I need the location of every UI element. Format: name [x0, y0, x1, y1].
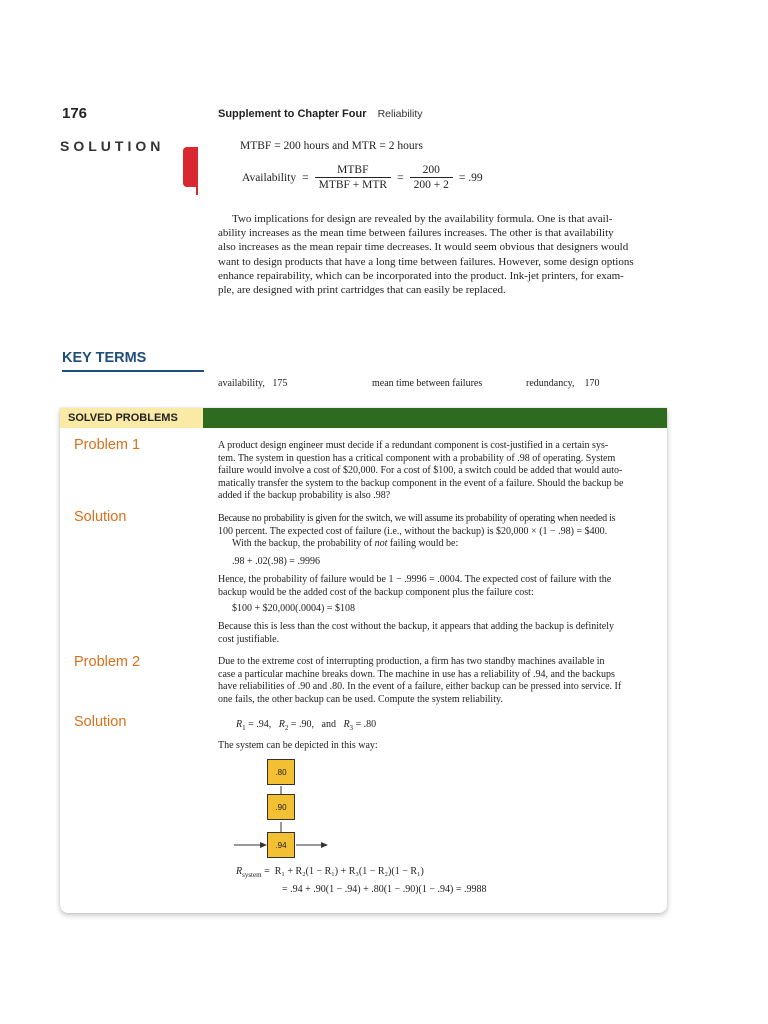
- text-line: failure would involve a cost of $20,000. For a cost of $100, a switch could be added that would auto-: [218, 465, 623, 477]
- r-value: = .94,: [245, 719, 279, 730]
- solved-problems-label: SOLVED PROBLEMS: [68, 412, 178, 424]
- r-subscript: 2: [284, 724, 289, 732]
- input-arrowhead: [260, 842, 267, 848]
- text-line: case a particular machine breaks down. The machine in use has a reliability of .94, and the backups: [218, 668, 615, 680]
- text-line: have reliabilities of .90 and .80. In the event of a failure, either backup can be pressed into service. If: [218, 681, 622, 693]
- fraction-denominator: MTBF + MTR: [318, 179, 388, 191]
- fraction-numerator: MTBF: [315, 164, 391, 178]
- solution-1-equation-1: .98 + .02(.98) = .9996: [232, 556, 320, 567]
- red-margin-tab: [183, 147, 197, 187]
- running-head: [218, 108, 423, 120]
- emphasis-not: not: [374, 538, 388, 550]
- text-fragment: With the backup, the probability of: [232, 538, 375, 550]
- text-line: A product design engineer must decide if a redundant component is cost-justified in a certain sys-: [218, 440, 609, 451]
- text-fragment: failing would be:: [387, 538, 459, 550]
- paragraph-line: enhance repairability, which can be incorporated into the product. Ink-jet printers, for exam-: [218, 269, 624, 282]
- paragraph-line: want to design products that have a long time between failures. However, some design options: [218, 255, 634, 268]
- r-subscript: system: [242, 871, 262, 879]
- r-subscript: 1: [242, 724, 246, 732]
- paragraph-line: also increases as the mean repair time decreases. It would seem obvious that designers would: [218, 241, 629, 254]
- running-head-chapter: Supplement to Chapter Four: [218, 108, 367, 120]
- problem-1-text: [218, 440, 652, 503]
- solution-2-label: Solution: [74, 714, 127, 730]
- text-line: added if the backup probability is also .98?: [218, 490, 391, 502]
- reliability-values: [236, 719, 376, 735]
- availability-label: Availability: [242, 171, 297, 184]
- r-symbol: R: [343, 719, 350, 730]
- problem-2-label: Problem 2: [74, 654, 141, 670]
- system-reliability-formula: [236, 866, 424, 882]
- red-margin-line: [196, 147, 198, 195]
- fraction-numerator: 200: [410, 164, 453, 178]
- fraction-mtbf: [315, 164, 391, 191]
- fraction-values: [410, 164, 453, 191]
- text-line: Because no probability is given for the switch, we will assume its probability of operating when needed is: [218, 513, 616, 524]
- solved-problems-header-bar: [203, 408, 667, 428]
- solution-1-text: [218, 513, 652, 551]
- key-terms-title: KEY TERMS: [62, 350, 147, 366]
- design-implications-paragraph: [218, 212, 666, 297]
- running-head-section: Reliability: [377, 108, 423, 120]
- system-reliability-result: = .94 + .90(1 − .94) + .80(1 − .90)(1 − .94) = .9988: [282, 884, 487, 895]
- r-subscript: 3: [349, 724, 354, 732]
- paragraph-line: ple, are designed with print cartridges that can easily be replaced.: [218, 284, 506, 297]
- problem-1-label: Problem 1: [74, 437, 141, 453]
- r-symbol: R: [236, 866, 243, 877]
- equals-sign: =: [397, 171, 404, 184]
- text-line: cost justifiable.: [218, 633, 280, 645]
- key-terms-underline: [62, 370, 204, 372]
- key-term: availability, 175: [218, 378, 288, 389]
- solution-1-text-2: [218, 574, 652, 599]
- solution-heading: SOLUTION: [60, 138, 165, 154]
- output-arrowhead: [321, 842, 328, 848]
- problem-2-text: [218, 656, 652, 706]
- text-line: Due to the extreme cost of interrupting production, a firm has two standby machines available in: [218, 656, 605, 667]
- component-box-backup-1: .90: [267, 794, 295, 820]
- page-number: 176: [62, 105, 88, 122]
- r-value: = .90, and: [288, 719, 344, 730]
- depiction-caption: The system can be depicted in this way:: [218, 740, 378, 751]
- r-symbol: R: [278, 719, 285, 730]
- text-line: Because this is less than the cost without the backup, it appears that adding the backup is definitely: [218, 621, 615, 632]
- formula-text: = R₁ + R₂(1 − R₁) + R₃(1 − R₂)(1 − R₁): [261, 866, 424, 877]
- solution-1-text-3: [218, 621, 652, 646]
- component-box-primary: .94: [267, 832, 295, 858]
- solution-1-label: Solution: [74, 509, 127, 525]
- component-box-backup-2: .80: [267, 759, 295, 785]
- availability-result: = .99: [458, 171, 483, 184]
- text-line: backup would be the added cost of the backup component plus the failure cost:: [218, 586, 534, 598]
- text-line: matically transfer the system to the backup component in the event of a failure. Should the backup be: [218, 477, 624, 489]
- text-line: 100 percent. The expected cost of failure (i.e., without the backup) is $20,000 × (1 − .98) = $400.: [218, 525, 608, 537]
- text-line: tem. The system in question has a critical component with a probability of .98 of operating. System: [218, 452, 616, 464]
- r-symbol: R: [236, 719, 243, 730]
- r-value: = .80: [353, 719, 377, 730]
- availability-equation: [242, 164, 483, 191]
- key-term: redundancy, 170: [526, 378, 600, 389]
- text-line: [218, 538, 652, 551]
- solution-1-equation-2: $100 + $20,000(.0004) = $108: [232, 603, 355, 614]
- text-line: Hence, the probability of failure would be 1 − .9996 = .0004. The expected cost of failure with the: [218, 574, 612, 585]
- key-term: mean time between failures: [372, 378, 483, 389]
- mtbf-statement: MTBF = 200 hours and MTR = 2 hours: [240, 140, 423, 152]
- paragraph-line: Two implications for design are revealed by the availability formula. One is that avail-: [232, 213, 613, 225]
- text-line: one fails, the other backup can be used. Compute the system reliability.: [218, 693, 503, 705]
- fraction-denominator: 200 + 2: [413, 179, 449, 191]
- paragraph-line: ability increases as the mean time between failures increases. The other is that availability: [218, 227, 614, 240]
- equals-sign: =: [302, 171, 309, 184]
